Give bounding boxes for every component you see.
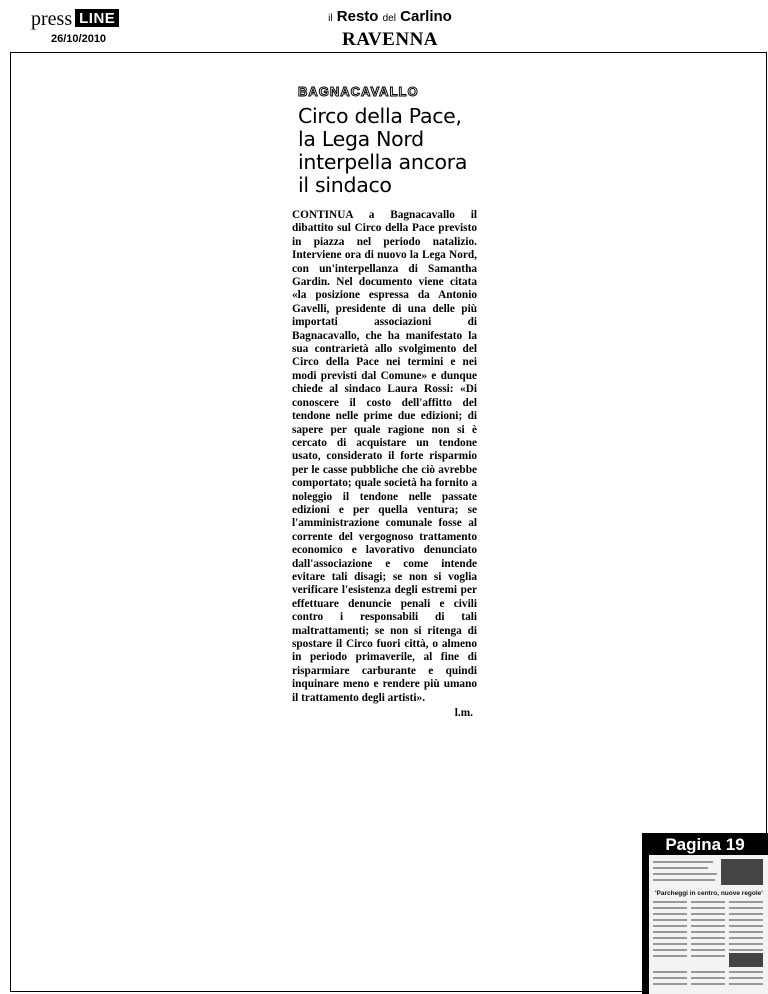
headline-line: il sindaco bbox=[298, 173, 392, 197]
article-body: CONTINUA a Bagnacavallo il dibattito sul Circo della Pace previsto in piazza nel periodo natalizio. Interviene ora di nuovo la Lega Nord, con un'interpellanza di Samantha Gardin. Nel documento viene citata «la posizione espressa da Antonio Gavelli, presidente di una delle più importati associazioni di Bagnacavallo, che ha manifestato la sua contrarietà allo svolgimento del Circo della Pace nei termini e nei modi previsti dal Comune» e dunque chiede al sindaco Laura Rossi: «Di conoscere il costo dell'affitto del tendone nelle prime due edizioni; di sapere per quale ragione non si è cercato di acquistare un tendone usato, considerato il forte risparmio per le casse pubbliche che ciò avrebbe comportato; quale società ha fornito a noleggio il tendone nelle passate edizioni e per quella ventura; se l'amministrazione comunale fosse al corrente del vergognoso trattamento economico e lavorativo denunciato dall'associazione e come intende evitare tali disagi; se non si voglia verificare l'esistenza degli estremi per effettuare denuncie penali e civili contro i responsabili di tali maltrattamenti; se non si ritenga di spostare il Circo fuori città, o almeno in periodo primaverile, al fine di risparmiare carburante e quindi inquinare meno e rendere più umano il trattamento degli artisti». bbox=[292, 209, 477, 704]
thumb-line bbox=[691, 937, 725, 939]
masthead-del: del bbox=[382, 13, 396, 24]
page-thumbnail-badge bbox=[642, 833, 768, 994]
article bbox=[286, 84, 477, 720]
thumb-line bbox=[691, 925, 725, 927]
thumb-line bbox=[653, 867, 708, 869]
thumb-line bbox=[653, 901, 687, 903]
thumb-line bbox=[691, 907, 725, 909]
masthead-il: il bbox=[328, 13, 333, 24]
thumb-line bbox=[653, 955, 687, 957]
masthead-resto: Resto bbox=[336, 8, 379, 25]
thumb-line bbox=[729, 949, 763, 951]
thumb-line bbox=[691, 919, 725, 921]
edition-name: RAVENNA bbox=[341, 29, 439, 50]
thumb-line bbox=[729, 925, 763, 927]
headline-line: Circo della Pace, bbox=[298, 104, 462, 128]
thumb-headline: 'Parcheggi in centro, nuove regole' bbox=[655, 890, 763, 897]
thumb-line bbox=[653, 971, 687, 973]
thumb-line bbox=[653, 949, 687, 951]
headline-line: la Lega Nord bbox=[298, 127, 424, 151]
page-thumbnail bbox=[649, 855, 768, 994]
masthead-title bbox=[300, 8, 480, 27]
article-byline: l.m. bbox=[454, 707, 473, 720]
thumb-line bbox=[653, 913, 687, 915]
thumb-line bbox=[691, 983, 725, 985]
thumb-line bbox=[729, 901, 763, 903]
brand-line-text: LINE bbox=[75, 9, 119, 27]
pressline-logo bbox=[31, 4, 119, 30]
thumb-line bbox=[653, 879, 715, 881]
thumb-line bbox=[729, 943, 763, 945]
thumb-line bbox=[691, 943, 725, 945]
thumb-line bbox=[653, 943, 687, 945]
masthead-carlino: Carlino bbox=[400, 8, 452, 25]
page-header bbox=[0, 0, 768, 52]
thumb-line bbox=[729, 907, 763, 909]
article-headline bbox=[298, 105, 478, 197]
thumb-line bbox=[653, 873, 717, 875]
thumb-line bbox=[691, 901, 725, 903]
thumb-line bbox=[653, 907, 687, 909]
thumb-photo bbox=[721, 859, 763, 885]
publication-date: 26/10/2010 bbox=[51, 33, 107, 45]
thumb-line bbox=[729, 977, 763, 979]
thumb-box bbox=[729, 953, 763, 967]
thumb-line bbox=[653, 861, 713, 863]
thumb-line bbox=[729, 983, 763, 985]
thumb-line bbox=[691, 971, 725, 973]
headline-line: interpella ancora bbox=[298, 150, 468, 174]
thumb-line bbox=[729, 919, 763, 921]
thumb-line bbox=[729, 913, 763, 915]
thumb-line bbox=[653, 931, 687, 933]
thumb-line bbox=[729, 931, 763, 933]
thumb-line bbox=[653, 919, 687, 921]
brand-press-text: press bbox=[31, 8, 73, 30]
thumb-line bbox=[729, 971, 763, 973]
thumb-line bbox=[691, 949, 725, 951]
thumb-line bbox=[691, 931, 725, 933]
thumb-line bbox=[729, 937, 763, 939]
thumb-line bbox=[691, 955, 725, 957]
page-number-label: Pagina 19 bbox=[665, 835, 745, 854]
thumb-line bbox=[691, 913, 725, 915]
thumb-line bbox=[653, 925, 687, 927]
thumb-line bbox=[653, 983, 687, 985]
thumb-line bbox=[653, 937, 687, 939]
thumb-line bbox=[653, 977, 687, 979]
article-kicker: BAGNACAVALLO bbox=[298, 84, 419, 99]
newspaper-masthead bbox=[300, 8, 480, 51]
thumb-line bbox=[691, 977, 725, 979]
